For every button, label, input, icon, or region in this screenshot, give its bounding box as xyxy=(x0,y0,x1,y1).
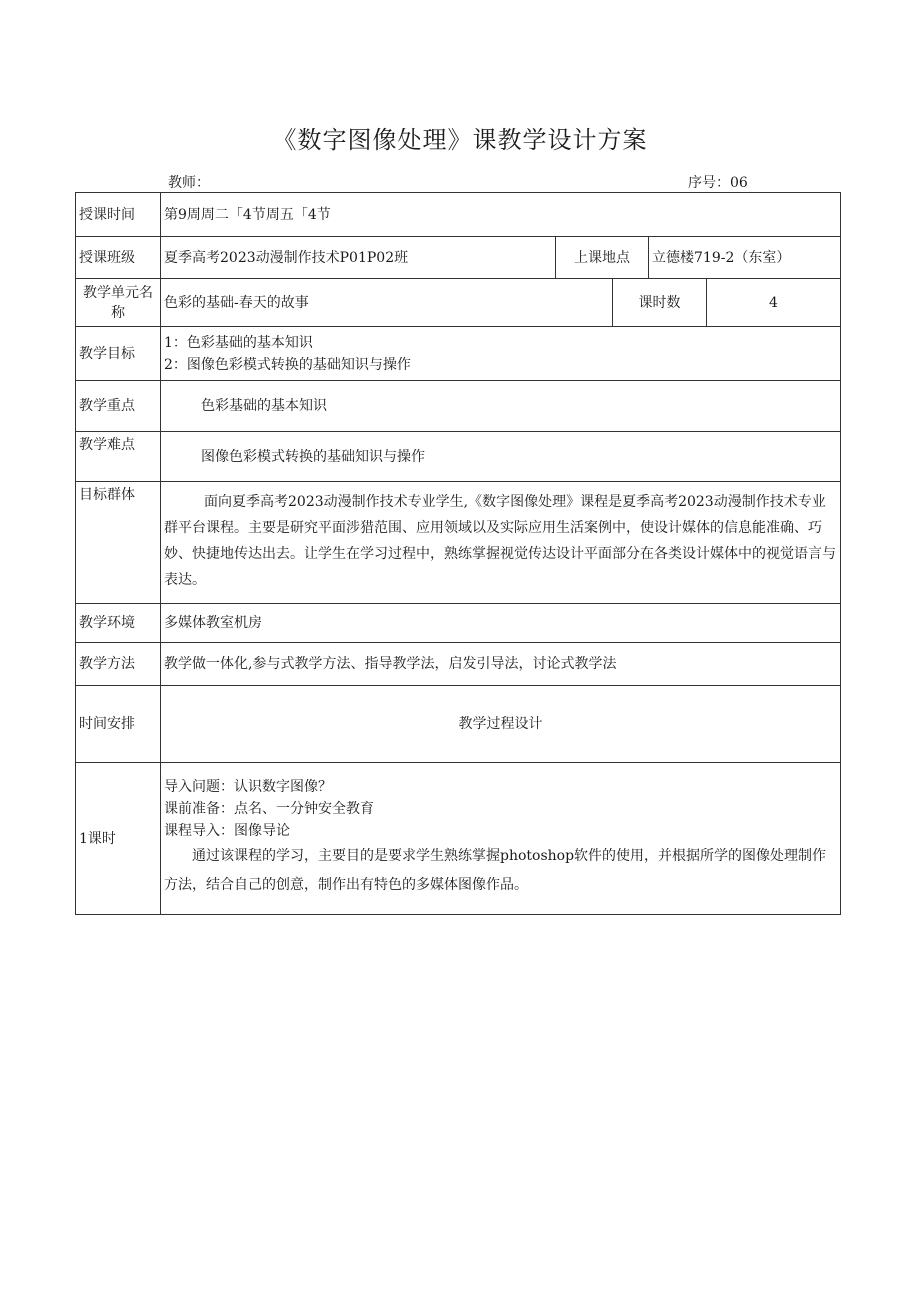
unit-value: 色彩的基础-春天的故事 xyxy=(160,278,613,327)
target-label: 目标群体 xyxy=(75,481,161,604)
location-label: 上课地点 xyxy=(555,236,649,279)
lesson1-line-1: 导入问题：认识数字图像？ xyxy=(164,779,332,795)
goals-value xyxy=(160,326,841,381)
unit-label: 教学单元名称 xyxy=(75,278,161,327)
schedule-value: 教学过程设计 xyxy=(160,685,841,763)
method-label: 教学方法 xyxy=(75,642,161,686)
difficulty-value: 图像色彩模式转换的基础知识与操作 xyxy=(160,431,841,482)
location-value: 立德楼719-2（东室） xyxy=(648,236,841,279)
environment-label: 教学环境 xyxy=(75,603,161,643)
schedule-label: 时间安排 xyxy=(75,685,161,763)
lesson1-paragraph: 通过该课程的学习，主要目的是要求学生熟练掌握photoshop软件的使用，并根据所学的图像处理制作方法，结合自己的创意，制作出有特色的多媒体图像作品。 xyxy=(164,848,827,893)
environment-value: 多媒体教室机房 xyxy=(160,603,841,643)
goal-line-1: 1：色彩基础的基本知识 xyxy=(164,335,313,351)
difficulty-label: 教学难点 xyxy=(75,431,161,482)
hours-value: 4 xyxy=(706,278,841,327)
hours-label: 课时数 xyxy=(612,278,707,327)
lesson1-line-2: 课前准备：点名、一分钟安全教育 xyxy=(164,801,374,817)
focus-label: 教学重点 xyxy=(75,380,161,432)
goals-label: 教学目标 xyxy=(75,326,161,381)
class-label: 授课班级 xyxy=(75,236,161,279)
method-value: 教学做一体化,参与式教学方法、指导教学法，启发引导法，讨论式教学法 xyxy=(160,642,841,686)
lesson1-content xyxy=(160,762,841,915)
document-title: 《数字图像处理》课教学设计方案 xyxy=(272,126,648,154)
serial-label: 序号：06 xyxy=(688,175,748,191)
goal-line-2: 2：图像色彩模式转换的基础知识与操作 xyxy=(164,357,411,373)
focus-value: 色彩基础的基本知识 xyxy=(160,380,841,432)
time-value: 第9周周二「4节周五「4节 xyxy=(160,192,841,237)
lesson1-label: 1课时 xyxy=(75,762,161,915)
target-value: 面向夏季高考2023动漫制作技术专业学生,《数字图像处理》课程是夏季高考2023动漫制作技术专业群平台课程。主要是研究平面涉猎范围、应用领域以及实际应用生活案例中，使设计媒体的信息能准确、巧妙、快捷地传达出去。让学生在学习过程中，熟练掌握视觉传达设计平面部分在各类设计媒体中的视觉语言与表达。 xyxy=(160,481,841,604)
time-label: 授课时间 xyxy=(75,192,161,237)
teacher-label: 教师： xyxy=(168,175,210,191)
class-value: 夏季高考2023动漫制作技术P01P02班 xyxy=(160,236,556,279)
lesson1-line-3: 课程导入：图像导论 xyxy=(164,823,290,839)
